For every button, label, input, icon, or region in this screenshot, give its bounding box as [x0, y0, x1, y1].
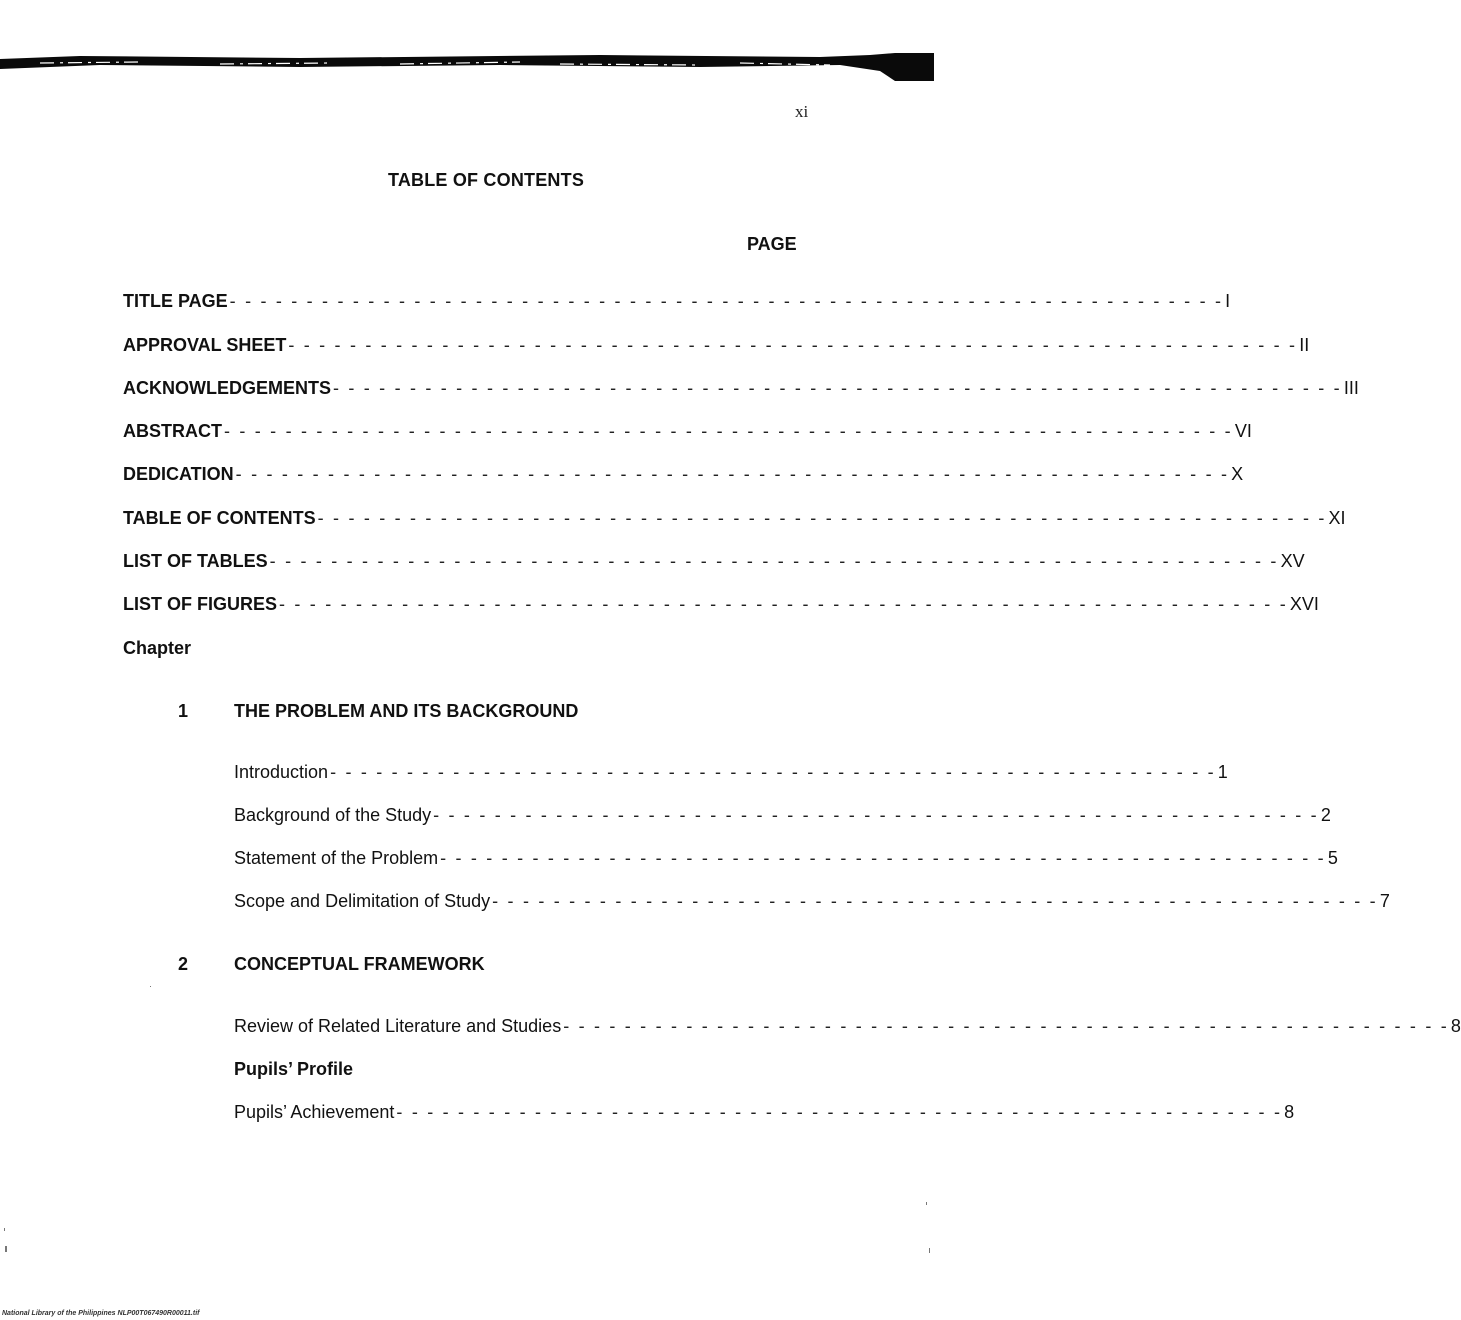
chapter-number: 2 — [178, 954, 189, 974]
library-scan-stamp: National Library of the Philippines NLP00T067490R00011.tif — [2, 1310, 200, 1317]
toc-section-review-of-literature — [234, 1016, 1461, 1040]
toc-entry-page: 8 — [1284, 1102, 1295, 1122]
scan-speck — [929, 1248, 930, 1253]
toc-entry-list-of-tables — [123, 551, 1305, 575]
toc-entry-page: II — [1299, 335, 1310, 355]
scan-speck — [5, 1246, 7, 1252]
dot-leader: - - - - - - - - - - - - - - - - - - - - - - - - - - - - - - - - - - - - - - - - - - - - - - - - - - - - - - - - - - — [396, 1102, 1283, 1122]
toc-entry-page: 5 — [1327, 848, 1338, 868]
scan-speck — [150, 986, 151, 987]
toc-entry-page: III — [1343, 378, 1359, 398]
dot-leader: - - - - - - - - - - - - - - - - - - - - - - - - - - - - - - - - - - - - - - - - - - - - - - - - - - - - - - - - - - - - - - - - - — [235, 464, 1230, 484]
toc-section-background — [234, 805, 1331, 829]
toc-entry-label: Introduction — [234, 762, 329, 782]
toc-entry-abstract — [123, 421, 1252, 445]
toc-entry-acknowledgements — [123, 378, 1359, 402]
toc-entry-dedication — [123, 464, 1244, 488]
toc-entry-title-page — [123, 291, 1231, 315]
toc-entry-label: DEDICATION — [123, 464, 234, 484]
dot-leader: - - - - - - - - - - - - - - - - - - - - - - - - - - - - - - - - - - - - - - - - - - - - - - - - - - - - - - - - - - — [563, 1016, 1449, 1036]
toc-entry-label: LIST OF TABLES — [123, 551, 268, 571]
toc-entry-label: Statement of the Problem — [234, 848, 439, 868]
dot-leader: - - - - - - - - - - - - - - - - - - - - - - - - - - - - - - - - - - - - - - - - - - - - - - - - - - - - - - - - - - - - - - - - - - — [269, 551, 1279, 571]
dot-leader: - - - - - - - - - - - - - - - - - - - - - - - - - - - - - - - - - - - - - - - - - - - - - - - - - - - - - - - - - - - - - - - - - - — [333, 378, 1342, 398]
toc-entry-page: I — [1225, 291, 1231, 311]
page-title: TABLE OF CONTENTS — [387, 170, 585, 190]
page-column-header: PAGE — [747, 234, 797, 254]
toc-entry-label: TITLE PAGE — [123, 291, 228, 311]
toc-entry-label: Review of Related Literature and Studies — [234, 1016, 562, 1036]
chapter-heading: Chapter — [123, 638, 192, 658]
scan-speck — [926, 1202, 927, 1205]
toc-entry-page: 8 — [1450, 1016, 1461, 1036]
toc-entry-page: XI — [1328, 508, 1346, 528]
toc-entry-label: Background of the Study — [234, 805, 432, 825]
chapter-title: CONCEPTUAL FRAMEWORK — [234, 954, 485, 974]
dot-leader: - - - - - - - - - - - - - - - - - - - - - - - - - - - - - - - - - - - - - - - - - - - - - - - - - - - - - - - - - - - - - - - - - - — [288, 335, 1298, 355]
toc-entry-label: LIST OF FIGURES — [123, 594, 278, 614]
dot-leader: - - - - - - - - - - - - - - - - - - - - - - - - - - - - - - - - - - - - - - - - - - - - - - - - - - - - - - - - - - - - - - - - - — [229, 291, 1224, 311]
dot-leader: - - - - - - - - - - - - - - - - - - - - - - - - - - - - - - - - - - - - - - - - - - - - - - - - - - - - - - - - - - — [433, 805, 1319, 825]
dot-leader: - - - - - - - - - - - - - - - - - - - - - - - - - - - - - - - - - - - - - - - - - - - - - - - - - - - - - - - - - - — [492, 891, 1378, 911]
chapter-title: THE PROBLEM AND ITS BACKGROUND — [234, 701, 579, 721]
dot-leader: - - - - - - - - - - - - - - - - - - - - - - - - - - - - - - - - - - - - - - - - - - - - - - - - - - - - - - - - - - - - - - - - - - — [279, 594, 1288, 614]
scan-speck — [4, 1228, 5, 1231]
dot-leader: - - - - - - - - - - - - - - - - - - - - - - - - - - - - - - - - - - - - - - - - - - - - - - - - - - - - - - - - - - — [330, 762, 1216, 782]
toc-entry-list-of-figures — [123, 594, 1319, 618]
toc-entry-label: TABLE OF CONTENTS — [123, 508, 316, 528]
dot-leader: - - - - - - - - - - - - - - - - - - - - - - - - - - - - - - - - - - - - - - - - - - - - - - - - - - - - - - - - - - - - - - - - - - — [317, 508, 1327, 528]
toc-entry-label: Scope and Delimitation of Study — [234, 891, 491, 911]
page-number: xi — [795, 102, 809, 121]
toc-entry-label: ABSTRACT — [123, 421, 222, 441]
toc-section-pupils-achievement — [234, 1102, 1295, 1126]
dot-leader: - - - - - - - - - - - - - - - - - - - - - - - - - - - - - - - - - - - - - - - - - - - - - - - - - - - - - - - - - - — [440, 848, 1326, 868]
toc-section-introduction — [234, 762, 1228, 786]
toc-entry-table-of-contents — [123, 508, 1346, 532]
scan-edge-band — [0, 53, 934, 81]
toc-entry-page: VI — [1234, 421, 1252, 441]
toc-entry-page: X — [1231, 464, 1244, 484]
section-subheading: Pupils’ Profile — [234, 1059, 354, 1079]
toc-entry-label: ACKNOWLEDGEMENTS — [123, 378, 331, 398]
toc-entry-page: XV — [1280, 551, 1305, 571]
toc-entry-label: APPROVAL SHEET — [123, 335, 287, 355]
toc-entry-page: 7 — [1379, 891, 1390, 911]
chapter-number: 1 — [178, 701, 189, 721]
toc-entry-page: 2 — [1320, 805, 1331, 825]
toc-entry-page: 1 — [1217, 762, 1228, 782]
toc-entry-page: XVI — [1289, 594, 1319, 614]
toc-section-statement-of-problem — [234, 848, 1338, 872]
toc-section-scope — [234, 891, 1390, 915]
toc-entry-approval-sheet — [123, 335, 1310, 359]
toc-entry-label: Pupils’ Achievement — [234, 1102, 395, 1122]
dot-leader: - - - - - - - - - - - - - - - - - - - - - - - - - - - - - - - - - - - - - - - - - - - - - - - - - - - - - - - - - - - - - - - - - - — [224, 421, 1233, 441]
